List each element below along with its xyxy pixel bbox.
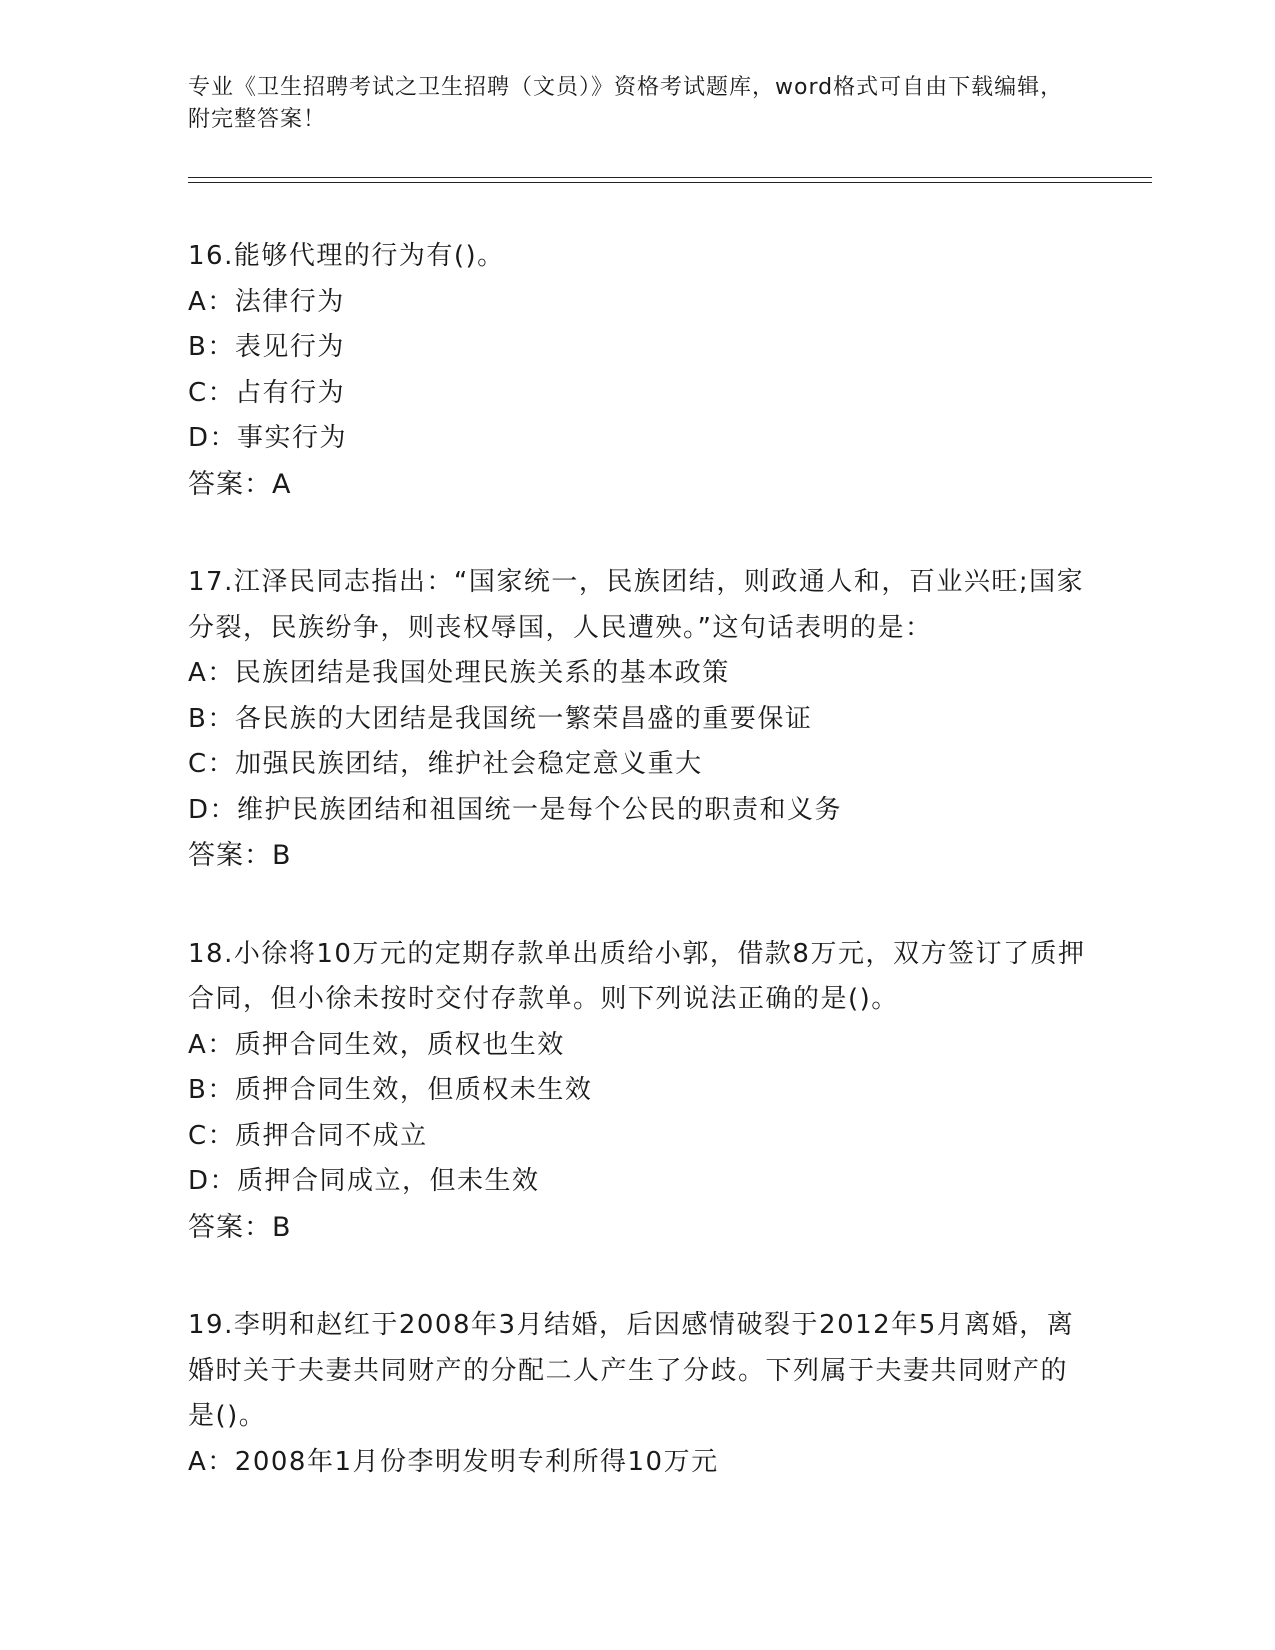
question-answer: 答案：A <box>188 468 292 500</box>
question-17 <box>188 560 1088 879</box>
question-stem: 18.小徐将10万元的定期存款单出质给小郭，借款8万元，双方签订了质押合同，但小徐未按时交付存款单。则下列说法正确的是()。 <box>188 938 1086 1014</box>
option-a: A：法律行为 <box>188 286 345 317</box>
document-header: 专业《卫生招聘考试之卫生招聘（文员）》资格考试题库，word格式可自由下载编辑，附完整答案！ <box>188 75 1064 132</box>
option-a: A：2008年1月份李明发明专利所得10万元 <box>188 1446 719 1477</box>
header-divider-top <box>188 177 1152 178</box>
option-c: C：加强民族团结，维护社会稳定意义重大 <box>188 749 703 779</box>
option-c: C：占有行为 <box>188 377 346 408</box>
question-stem: 19.李明和赵红于2008年3月结婚，后因感情破裂于2012年5月离婚，离婚时关于夫妻共同财产的分配二人产生了分歧。下列属于夫妻共同财产的是()。 <box>188 1310 1075 1431</box>
option-b: B：各民族的大团结是我国统一繁荣昌盛的重要保证 <box>188 703 813 734</box>
option-a: A：质押合同生效，质权也生效 <box>188 1029 565 1060</box>
option-d: D：质押合同成立，但未生效 <box>188 1166 540 1196</box>
question-answer: 答案：B <box>188 1211 292 1243</box>
question-19 <box>188 1303 1088 1485</box>
question-16 <box>188 234 1088 507</box>
question-list <box>188 234 1088 1538</box>
option-c: C：质押合同不成立 <box>188 1120 428 1151</box>
option-d: D：事实行为 <box>188 423 348 453</box>
question-18 <box>188 932 1088 1251</box>
option-b: B：表见行为 <box>188 332 345 362</box>
question-stem: 16.能够代理的行为有()。 <box>188 241 505 271</box>
option-b: B：质押合同生效，但质权未生效 <box>188 1075 593 1105</box>
question-answer: 答案：B <box>188 840 292 871</box>
option-a: A：民族团结是我国处理民族关系的基本政策 <box>188 658 730 688</box>
question-stem: 17.江泽民同志指出：“国家统一，民族团结，则政通人和，百业兴旺;国家分裂，民族纷争，则丧权辱国，人民遭殃。”这句话表明的是： <box>188 567 1085 643</box>
option-d: D：维护民族团结和祖国统一是每个公民的职责和义务 <box>188 794 843 825</box>
header-divider-bottom <box>188 182 1152 183</box>
